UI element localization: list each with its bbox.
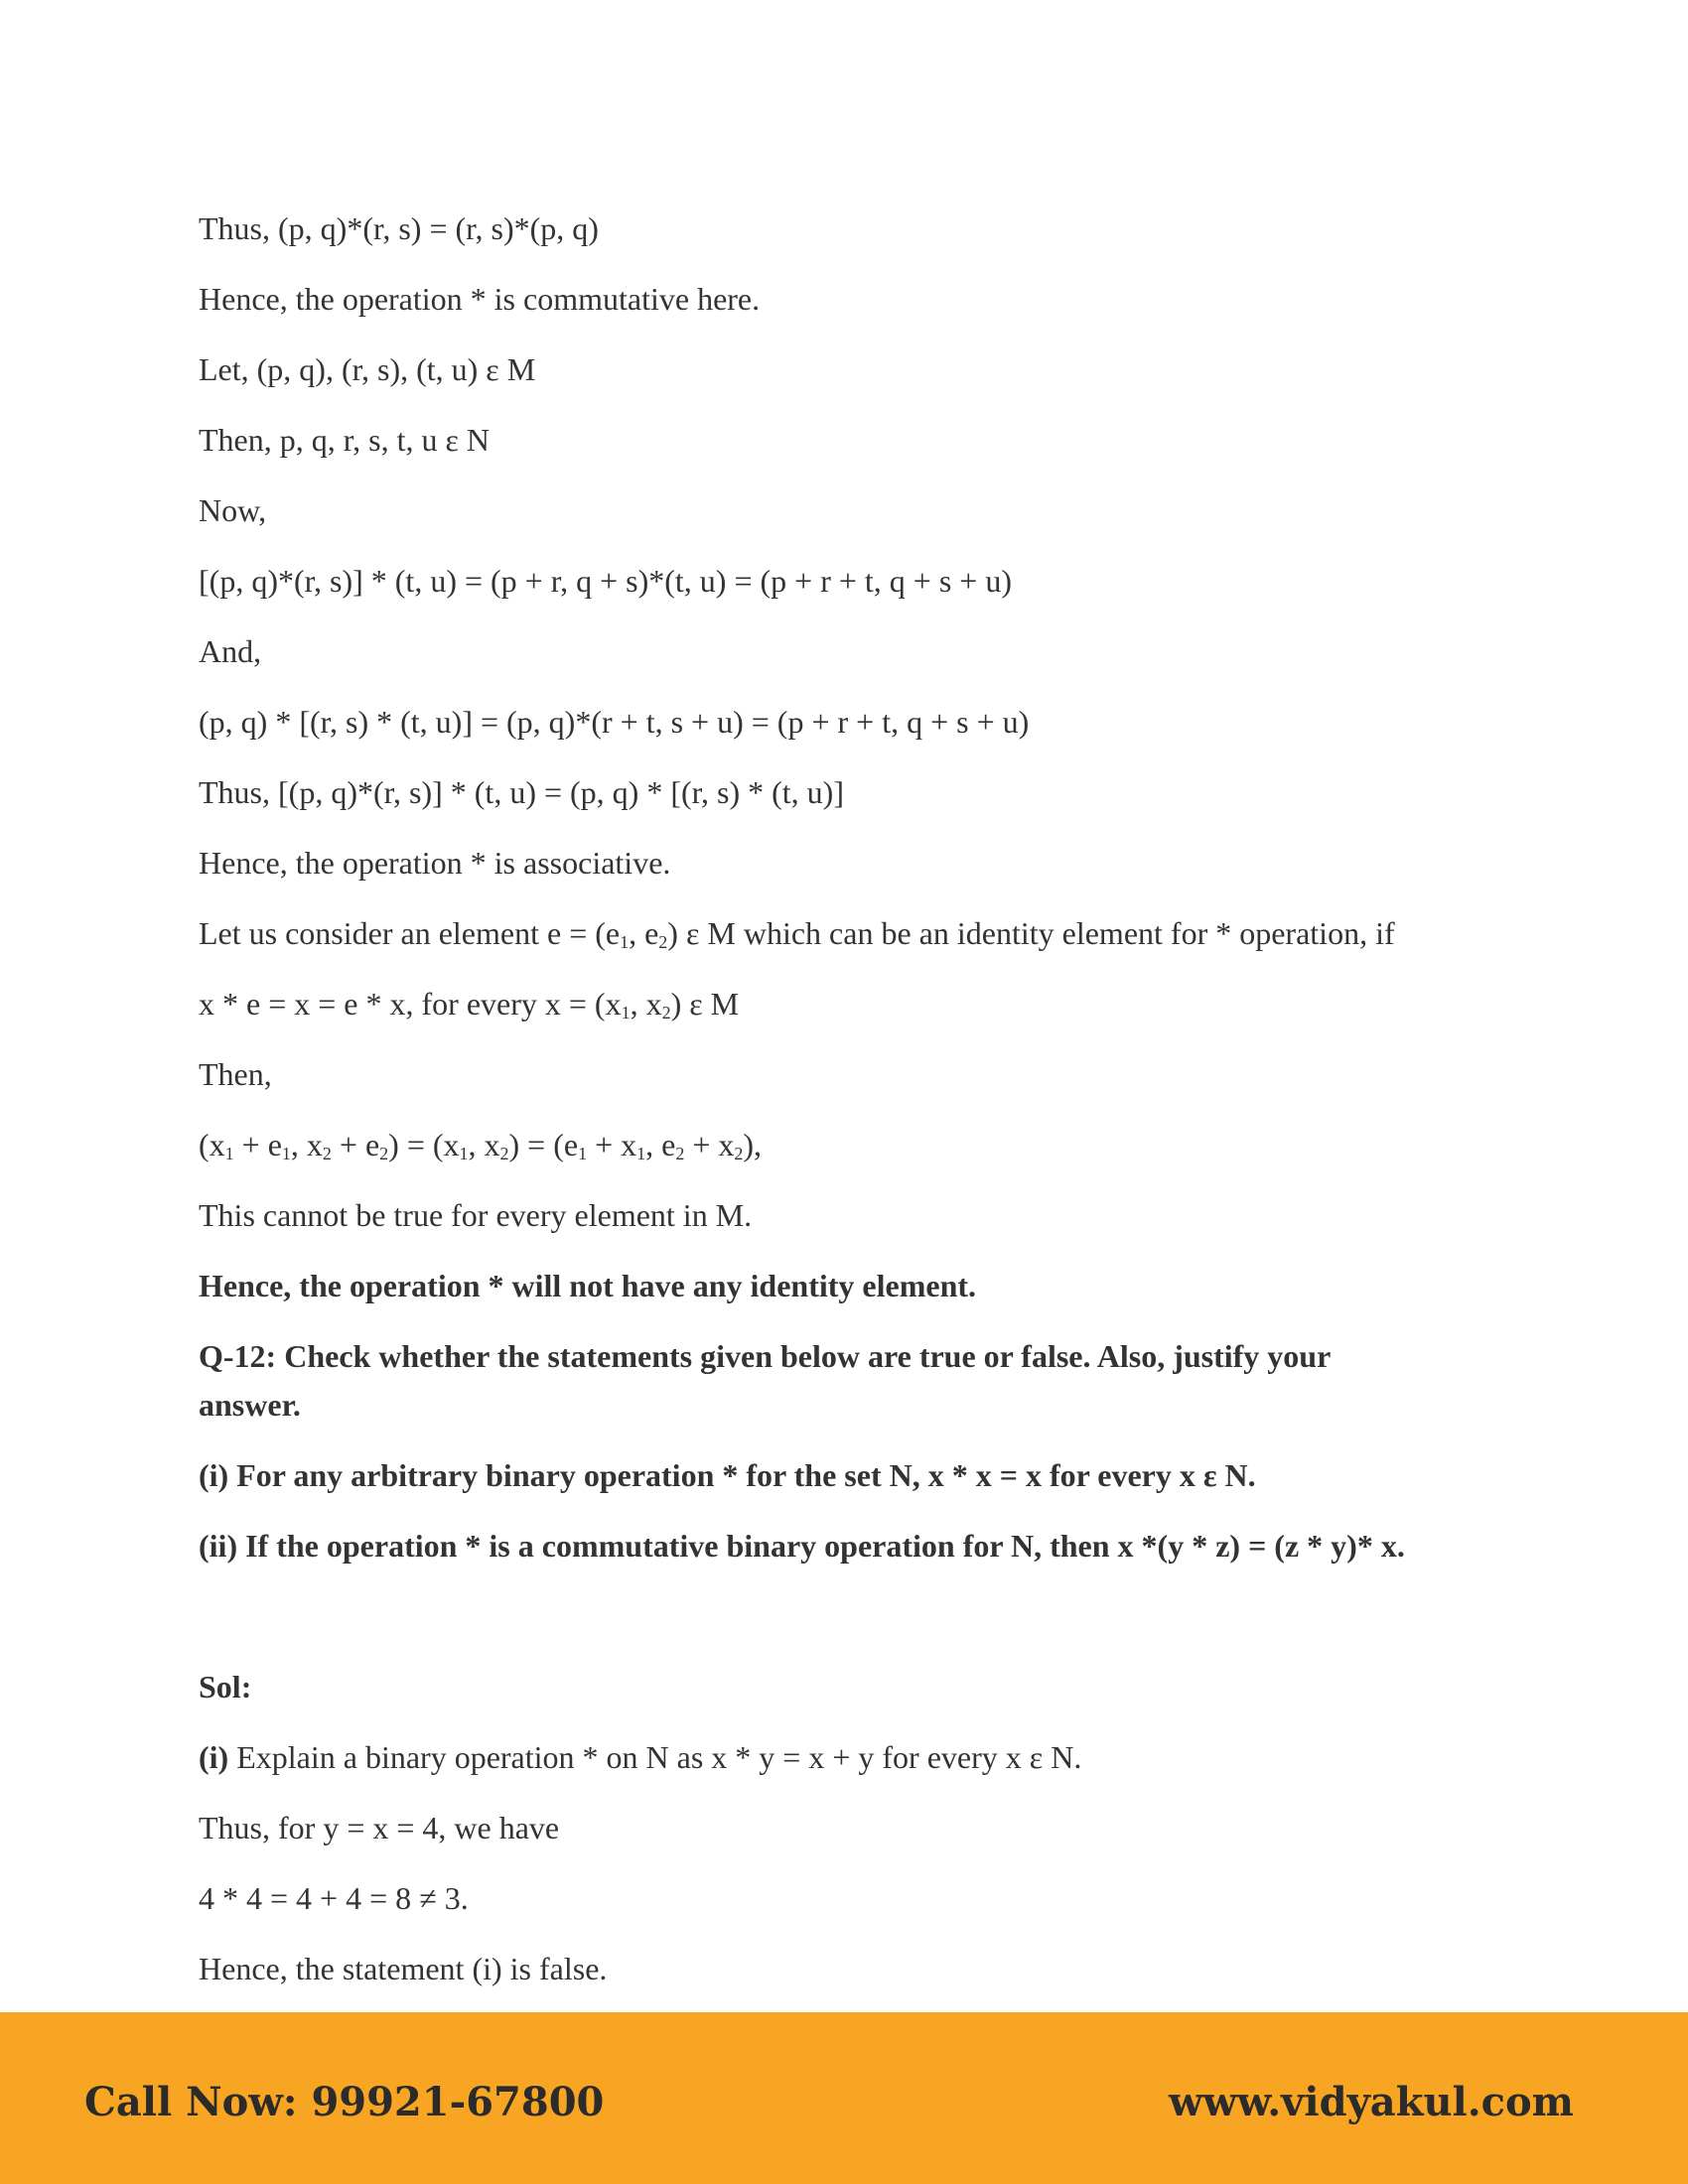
equation-line: [(p, q)*(r, s)] * (t, u) = (p + r, q + s)*(t, u) = (p + r + t, q + s + u) — [199, 563, 1012, 599]
question-part-ii: (ii) If the operation * is a commutative binary operation for N, then x *(y * z) = (z * y)* x. — [199, 1528, 1405, 1564]
subscript: 2 — [734, 1144, 744, 1163]
website-link[interactable]: www.vidyakul.com — [1168, 2079, 1574, 2125]
text-fragment: , e — [629, 915, 659, 951]
subscript: 1 — [224, 1144, 234, 1163]
subscript: 2 — [379, 1144, 389, 1163]
subscript: 1 — [636, 1144, 646, 1163]
text-fragment: + x — [684, 1127, 735, 1162]
text-fragment: , e — [645, 1127, 676, 1162]
solution-line — [199, 1737, 1081, 1777]
equation-line: 4 * 4 = 4 + 4 = 8 ≠ 3. — [199, 1880, 469, 1916]
text-fragment: Explain a binary operation * on N as x * y = x + y for every x ε N. — [228, 1739, 1082, 1775]
text-line: Hence, the statement (i) is false. — [199, 1951, 608, 1986]
text-line: Hence, the operation * is associative. — [199, 845, 671, 881]
text-line: This cannot be true for every element in M. — [199, 1197, 753, 1233]
text-fragment: , x — [290, 1127, 323, 1162]
equation-line: (p, q) * [(r, s) * (t, u)] = (p, q)*(r + t, s + u) = (p + r + t, q + s + u) — [199, 704, 1030, 740]
text-line: Thus, for y = x = 4, we have — [199, 1810, 560, 1845]
subscript: 1 — [621, 1003, 631, 1023]
call-now-phone[interactable]: Call Now: 99921-67800 — [84, 2079, 605, 2125]
subscript: 2 — [661, 1003, 671, 1023]
subscript: 1 — [459, 1144, 469, 1163]
subscript: 2 — [322, 1144, 332, 1163]
text-fragment: , x — [468, 1127, 500, 1162]
identity-definition-line — [199, 913, 1395, 953]
subscript: 2 — [675, 1144, 685, 1163]
text-fragment: ) = (e — [508, 1127, 579, 1162]
footer-banner — [0, 2012, 1688, 2184]
equation-line: Thus, [(p, q)*(r, s)] * (t, u) = (p, q) * [(r, s) * (t, u)] — [199, 774, 844, 810]
text-fragment: ) ε M which can be an identity element for * operation, if — [667, 915, 1395, 951]
subscript: 2 — [658, 932, 668, 952]
question-heading-continued: answer. — [199, 1387, 301, 1423]
text-line: Thus, (p, q)*(r, s) = (r, s)*(p, q) — [199, 210, 599, 246]
text-fragment: , x — [630, 986, 662, 1022]
equation-line — [199, 1125, 762, 1164]
question-part-i: (i) For any arbitrary binary operation * for the set N, x * x = x for every x ε N. — [199, 1457, 1256, 1493]
text-fragment: x * e = x = e * x, for every x = (x — [199, 986, 622, 1022]
subscript: 2 — [499, 1144, 509, 1163]
text-line: Let, (p, q), (r, s), (t, u) ε M — [199, 351, 536, 387]
subscript: 1 — [281, 1144, 291, 1163]
question-heading: Q-12: Check whether the statements given below are true or false. Also, justify your — [199, 1338, 1332, 1374]
text-fragment: ) ε M — [670, 986, 740, 1022]
text-fragment: + x — [587, 1127, 637, 1162]
subscript: 1 — [578, 1144, 588, 1163]
text-fragment: ) = (x — [388, 1127, 460, 1162]
text-fragment: (x — [199, 1127, 225, 1162]
text-fragment: + e — [233, 1127, 282, 1162]
text-line: Then, p, q, r, s, t, u ε N — [199, 422, 491, 458]
text-fragment: + e — [331, 1127, 380, 1162]
conclusion-line: Hence, the operation * will not have any identity element. — [199, 1268, 977, 1303]
text-fragment: Let us consider an element e = (e — [199, 915, 621, 951]
text-line: Now, — [199, 492, 267, 528]
text-line: And, — [199, 633, 262, 669]
part-label: (i) — [199, 1739, 229, 1775]
subscript: 1 — [620, 932, 630, 952]
solution-label: Sol: — [199, 1669, 252, 1705]
identity-condition-line — [199, 984, 739, 1024]
text-line: Hence, the operation * is commutative here. — [199, 281, 761, 317]
text-line: Then, — [199, 1056, 272, 1092]
text-fragment: ), — [743, 1127, 763, 1162]
